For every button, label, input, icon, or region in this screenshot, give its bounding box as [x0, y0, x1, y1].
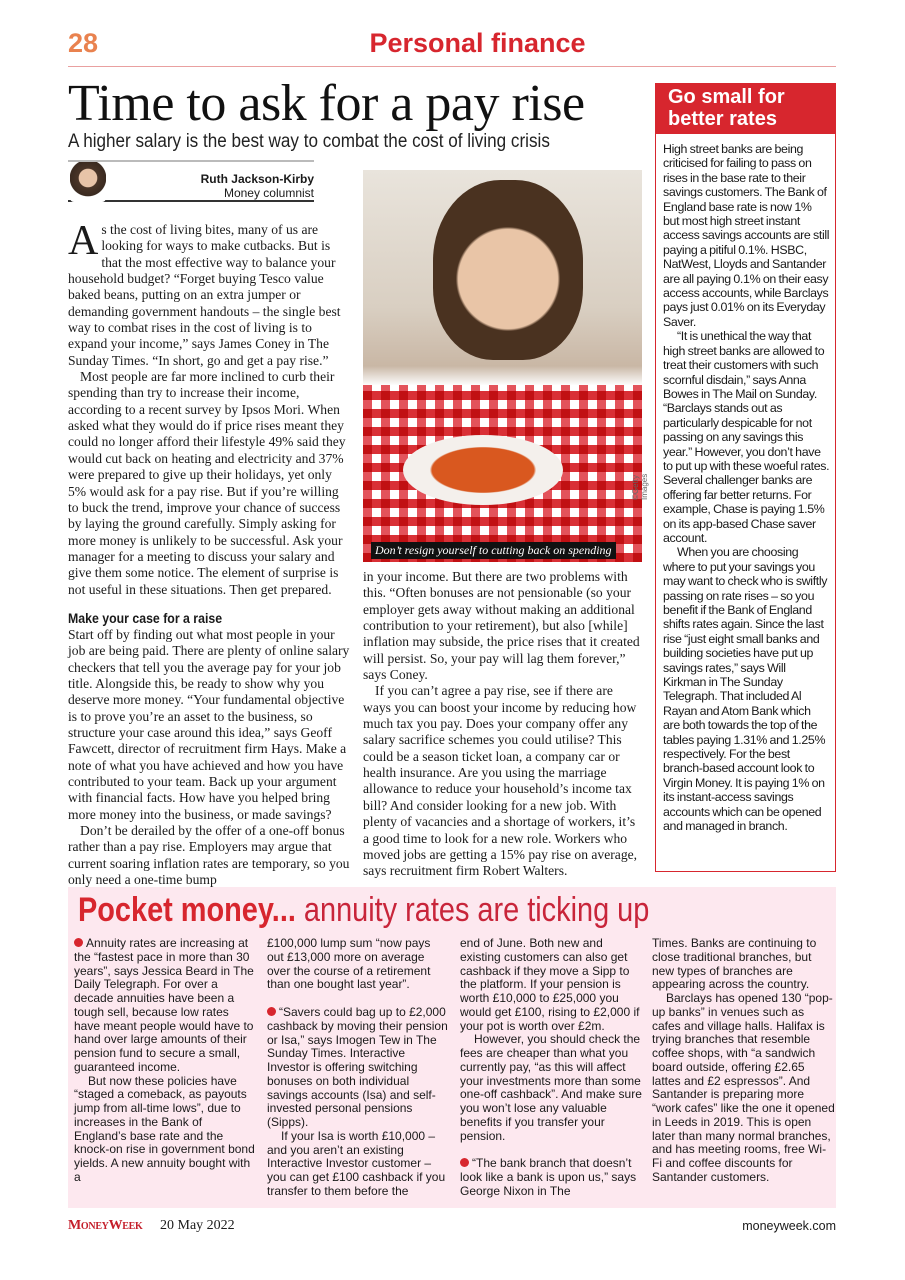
- author-name: Ruth Jackson-Kirby: [200, 172, 314, 186]
- photo-credit: ©Getty Images: [631, 473, 649, 500]
- photo-plate-beans: [403, 435, 563, 505]
- paragraph: Don’t be derailed by the offer of a one-off bonus rather than a pay rise. Employers may argue that current soaring inflation rates are temporary, so you only need a one-time bump: [68, 823, 350, 888]
- photo-caption: Don’t resign yourself to cutting back on spending: [371, 542, 616, 559]
- bullet-icon: [267, 1007, 276, 1016]
- sidebar-paragraph: When you are choosing where to put your savings you may want to check who is swiftly passing on rate rises – so you benefit if the Bank of England shifts rates again. Since the last rise “just eight small banks and building societies have put up savings rates,” says Will Kirkman in The Sunday Telegraph. That included Al Rayan and Atom Bank which are both towards the top of the tables paying 1.31% and 1.25% respectively. For the best branch-based account look to Virgin Money. It is paying 1% on its instant-access savings accounts which can be opened and managed in branch.: [663, 545, 828, 834]
- paragraph: in your income. But there are two problems with this. “Often bonuses are not pensionable (so your employer gets away without making an additional contribution to your retirement), but also [while] inflation may subside, the price rises that it created will persist. So, your pay will lag them forever,” says Coney.: [363, 569, 640, 683]
- author-role: Money columnist: [223, 186, 314, 200]
- article-title: Time to ask for a pay rise: [68, 75, 585, 132]
- drop-cap: A: [68, 218, 99, 264]
- pocket-column-4: Times. Banks are continuing to close traditional branches, but new types of branches are appearing across the country. Barclays has opened 130 “pop-up banks” in venues such as cafes and village halls. Halifax is trying branches that resemble coffee shops, with “a sandwich board outside, offering £2.65 lattes and £2 espressos”. And Santander is preparing more “work cafes” like the one it opened in Leeds in 2019. This is open later than many normal branches, and has meeting rooms, free Wi-Fi and coffee discounts for Santander customers.: [652, 936, 835, 1184]
- paragraph: As the cost of living bites, many of us are looking for ways to make cutbacks. But is that the most effective way to balance your household budget? “Forget buying Tesco value baked beans, putting on an extra jumper or demanding government handouts – the single best way to combat rises in the cost of living is to expand your income,” says James Coney in The Sunday Times. “In short, go and get a pay rise.”: [68, 218, 341, 368]
- moneyweek-logo: MoneyWeek: [68, 1218, 143, 1233]
- pocket-column-2: £100,000 lump sum “now pays out £13,000 more on average over the course of a retirement than one bought last year”. “Savers could bag up to £2,000 cashback by moving their pension or Isa,” says Imogen Tew in The Sunday Times. Interactive Investor is offering switching bonuses on both individual savings accounts (Isa) and self-invested personal pensions (Sipps). If your Isa is worth £10,000 – and you aren’t an existing Interactive Investor customer – you can get £100 cashback if you transfer to them before the: [267, 936, 448, 1198]
- subheading: Make your case for a raise: [68, 609, 223, 626]
- sidebar-paragraph: High street banks are being criticised for failing to pass on rises in the base rate to their savings customers. The Bank of England base rate is now 1% but most high street instant access savings accounts are still paying a pitiful 0.1%. HSBC, NatWest, Lloyds and Santander are all paying 0.1% on their easy access accounts, while Barclays pays just 0.01% on its Everyday Saver.: [663, 142, 830, 329]
- author-avatar: [70, 162, 106, 202]
- section-title: Personal finance: [369, 28, 586, 58]
- website-url: moneyweek.com: [742, 1219, 836, 1233]
- header-divider: [68, 66, 836, 67]
- sidebar-box: [655, 83, 836, 872]
- article-column-1: [68, 218, 352, 888]
- bullet-icon: [74, 938, 83, 947]
- bullet-icon: [460, 1158, 469, 1167]
- standfirst: A higher salary is the best way to combat the cost of living crisis: [68, 131, 550, 152]
- pocket-money-box: [68, 887, 836, 1208]
- article-photo: [363, 170, 649, 562]
- issue-date: 20 May 2022: [160, 1218, 235, 1233]
- pocket-money-title: Pocket money... annuity rates are ticking up: [78, 891, 650, 929]
- page-number: 28: [68, 28, 99, 58]
- sidebar-paragraph: “It is unethical the way that high street banks are allowed to treat their customers with such scornful disdain,” says Anna Bowes in The Mail on Sunday. “Barclays stands out as particularly despicable for not passing on any savings this year.” However, you don’t have to put up with these woeful rates. Several challenger banks are offering far better returns. For example, Chase is paying 1.5% on its app-based Chase saver account.: [663, 329, 830, 545]
- pocket-column-3: end of June. Both new and existing customers can also get cashback if they move a Sipp to the platform. If your pension is worth £10,000 to £25,000 you would get £100, rising to £2,000 if your pot is worth over £2m. However, you should check the fees are cheaper than what you currently pay, “as this will affect your investments more than some one-off cashback”. And make sure you won’t lose any valuable benefits if you transfer your pension. “The bank branch that doesn’t look like a bank is upon us,” says George Nixon in The: [460, 936, 642, 1198]
- paragraph: If you can’t agree a pay rise, see if there are ways you can boost your income by reducing how much tax you pay. Does your company offer any salary sacrifice schemes you could utilise? This could be a season ticket loan, a company car or health insurance. Are you using the marriage allowance to reduce your household’s income tax bill? And consider looking for a new job. With plenty of vacancies and a shortage of workers, it’s a good time to look for a new role. Workers who moved jobs are getting a 15% pay rise on average, says recruitment firm Robert Walters.: [363, 683, 638, 879]
- pocket-column-1: Annuity rates are increasing at the “fastest pace in more than 30 years”, says Jessica Beard in The Daily Telegraph. For over a decade annuities have been a tough sell, because low rates have meant people would have to hand over large amounts of their pension fund to secure a small, guaranteed income. But now these policies have “staged a comeback, as payouts jump from all-time lows”, due to increases in the Bank of England’s base rate and the knock-on rise in government bond yields. A new annuity bought with a: [74, 936, 255, 1184]
- byline: [68, 160, 314, 202]
- photo-subject: [433, 180, 583, 360]
- paragraph: Most people are far more inclined to curb their spending than try to increase their income, according to a recent survey by Ipsos Mori. When asked what they would do if price rises meant they could no longer afford their lifestyle 49% said they would cut back on heating and electricity and 37% were prepared to give up their holidays, yet only 5% would ask for a pay rise. But if you’re willing to buck the trend, improve your chance of success by laying the ground carefully. Simply asking for more money is unlikely to be successful. Ask your manager for a meeting to discuss your salary and give them some notice. The element of surprise is not useful in these situations. Then get prepared.: [68, 369, 346, 597]
- article-column-2: [363, 569, 643, 880]
- sidebar-title: Go small for better rates: [656, 84, 835, 134]
- paragraph: Start off by finding out what most people in your job are being paid. There are plenty of online salary checkers that tell you the average pay for your job title. Alongside this, be ready to show why you deserve more money. “Your fundamental objective is to prove you’re an asset to the business, so structure your case around this idea,” says Geoff Fawcett, director of recruitment firm Hays. Make a note of what you have achieved and how you have contributed to your team. Back up your argument with financial facts. How have you helped bring more money into the business, or made savings?: [68, 626, 350, 822]
